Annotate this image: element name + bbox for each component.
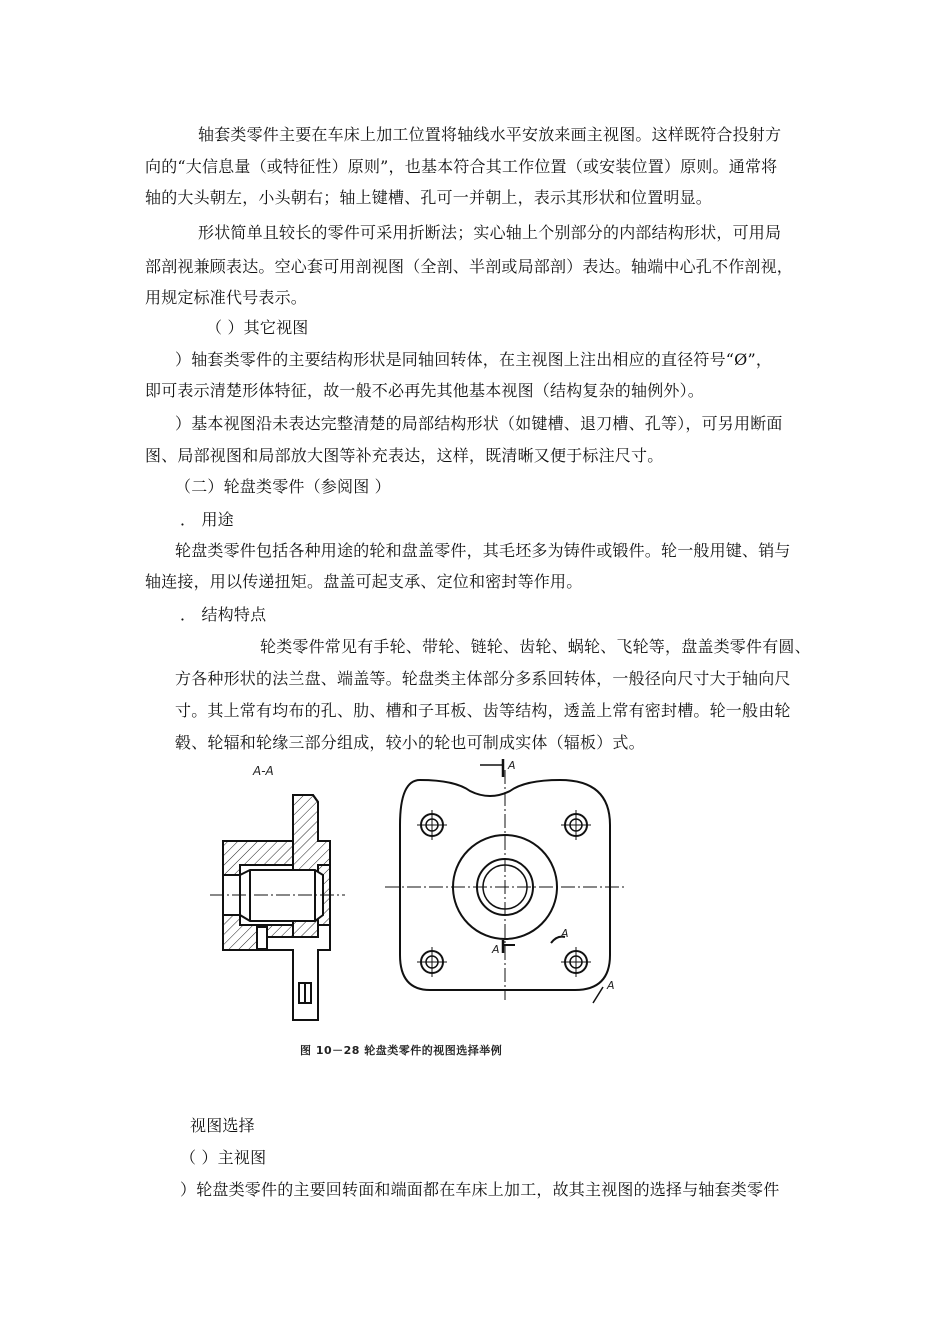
paragraph-line: 轴连接，用以传递扭矩。盘盖可起支承、定位和密封等作用。 xyxy=(145,572,583,591)
paragraph-line: ）轴套类零件的主要结构形状是同轴回转体，在主视图上注出相应的直径符号“Ø”， xyxy=(175,350,773,369)
sub-heading: ． 用途 xyxy=(180,510,234,529)
paragraph-line: 轮盘类零件包括各种用途的轮和盘盖零件，其毛坯多为铸件或锻件。轮一般用键、销与 xyxy=(175,541,791,560)
technical-drawing xyxy=(205,755,645,1065)
paragraph-line: ）基本视图沿未表达完整清楚的局部结构形状（如键槽、退刀槽、孔等），可另用断面 xyxy=(175,414,783,433)
front-view xyxy=(385,759,625,1003)
section-view xyxy=(223,795,330,1020)
paragraph-line: 即可表示清楚形体特征，故一般不必再先其他基本视图（结构复杂的轴例外）。 xyxy=(145,381,705,400)
paragraph-line: 向的“大信息量（或特征性）原则”，也基本符合其工作位置（或安装位置）原则。通常将 xyxy=(145,157,778,176)
drawing-svg xyxy=(205,755,645,1045)
sub-heading: （ ）其它视图 xyxy=(206,318,309,337)
paragraph-line: 方各种形状的法兰盘、端盖等。轮盘类主体部分多系回转体，一般径向尺寸大于轴向尺 xyxy=(175,669,791,688)
sub-heading: 视图选择 xyxy=(190,1116,255,1135)
paragraph-line: 图、局部视图和局部放大图等补充表达，这样，既清晰又便于标注尺寸。 xyxy=(145,446,664,465)
section-marker: A xyxy=(492,943,500,956)
section-marker: A xyxy=(607,979,615,992)
paragraph-line: ）轮盘类零件的主要回转面和端面都在车床上加工，故其主视图的选择与轴套类零件 xyxy=(180,1180,780,1199)
paragraph-line: 寸。其上常有均布的孔、肋、槽和子耳板、齿等结构，透盖上常有密封槽。轮一般由轮 xyxy=(175,701,791,720)
figure-caption: 图 10－28 轮盘类零件的视图选择举例 xyxy=(300,1044,503,1057)
section-marker: A xyxy=(561,927,569,940)
section-marker: A xyxy=(508,759,516,772)
sub-heading: ． 结构特点 xyxy=(180,605,267,624)
paragraph-line: 用规定标准代号表示。 xyxy=(145,288,308,307)
paragraph-line: 轴的大头朝左，小头朝右；轴上键槽、孔可一并朝上，表示其形状和位置明显。 xyxy=(145,188,713,207)
paragraph-line: 轮类零件常见有手轮、带轮、链轮、齿轮、蜗轮、飞轮等，盘盖类零件有圆、 xyxy=(260,637,811,656)
section-heading: （二）轮盘类零件（参阅图 ） xyxy=(175,477,391,496)
paragraph-line: 轴套类零件主要在车床上加工位置将轴线水平安放来画主视图。这样既符合投射方 xyxy=(198,125,782,144)
section-label: A-A xyxy=(253,764,274,778)
paragraph-line: 毂、轮辐和轮缘三部分组成，较小的轮也可制成实体（辐板）式。 xyxy=(175,733,645,752)
paragraph-line: 部剖视兼顾表达。空心套可用剖视图（全剖、半剖或局部剖）表达。轴端中心孔不作剖视， xyxy=(145,257,794,276)
sub-heading: （ ）主视图 xyxy=(180,1148,267,1167)
paragraph-line: 形状简单且较长的零件可采用折断法；实心轴上个别部分的内部结构形状，可用局 xyxy=(198,223,782,242)
